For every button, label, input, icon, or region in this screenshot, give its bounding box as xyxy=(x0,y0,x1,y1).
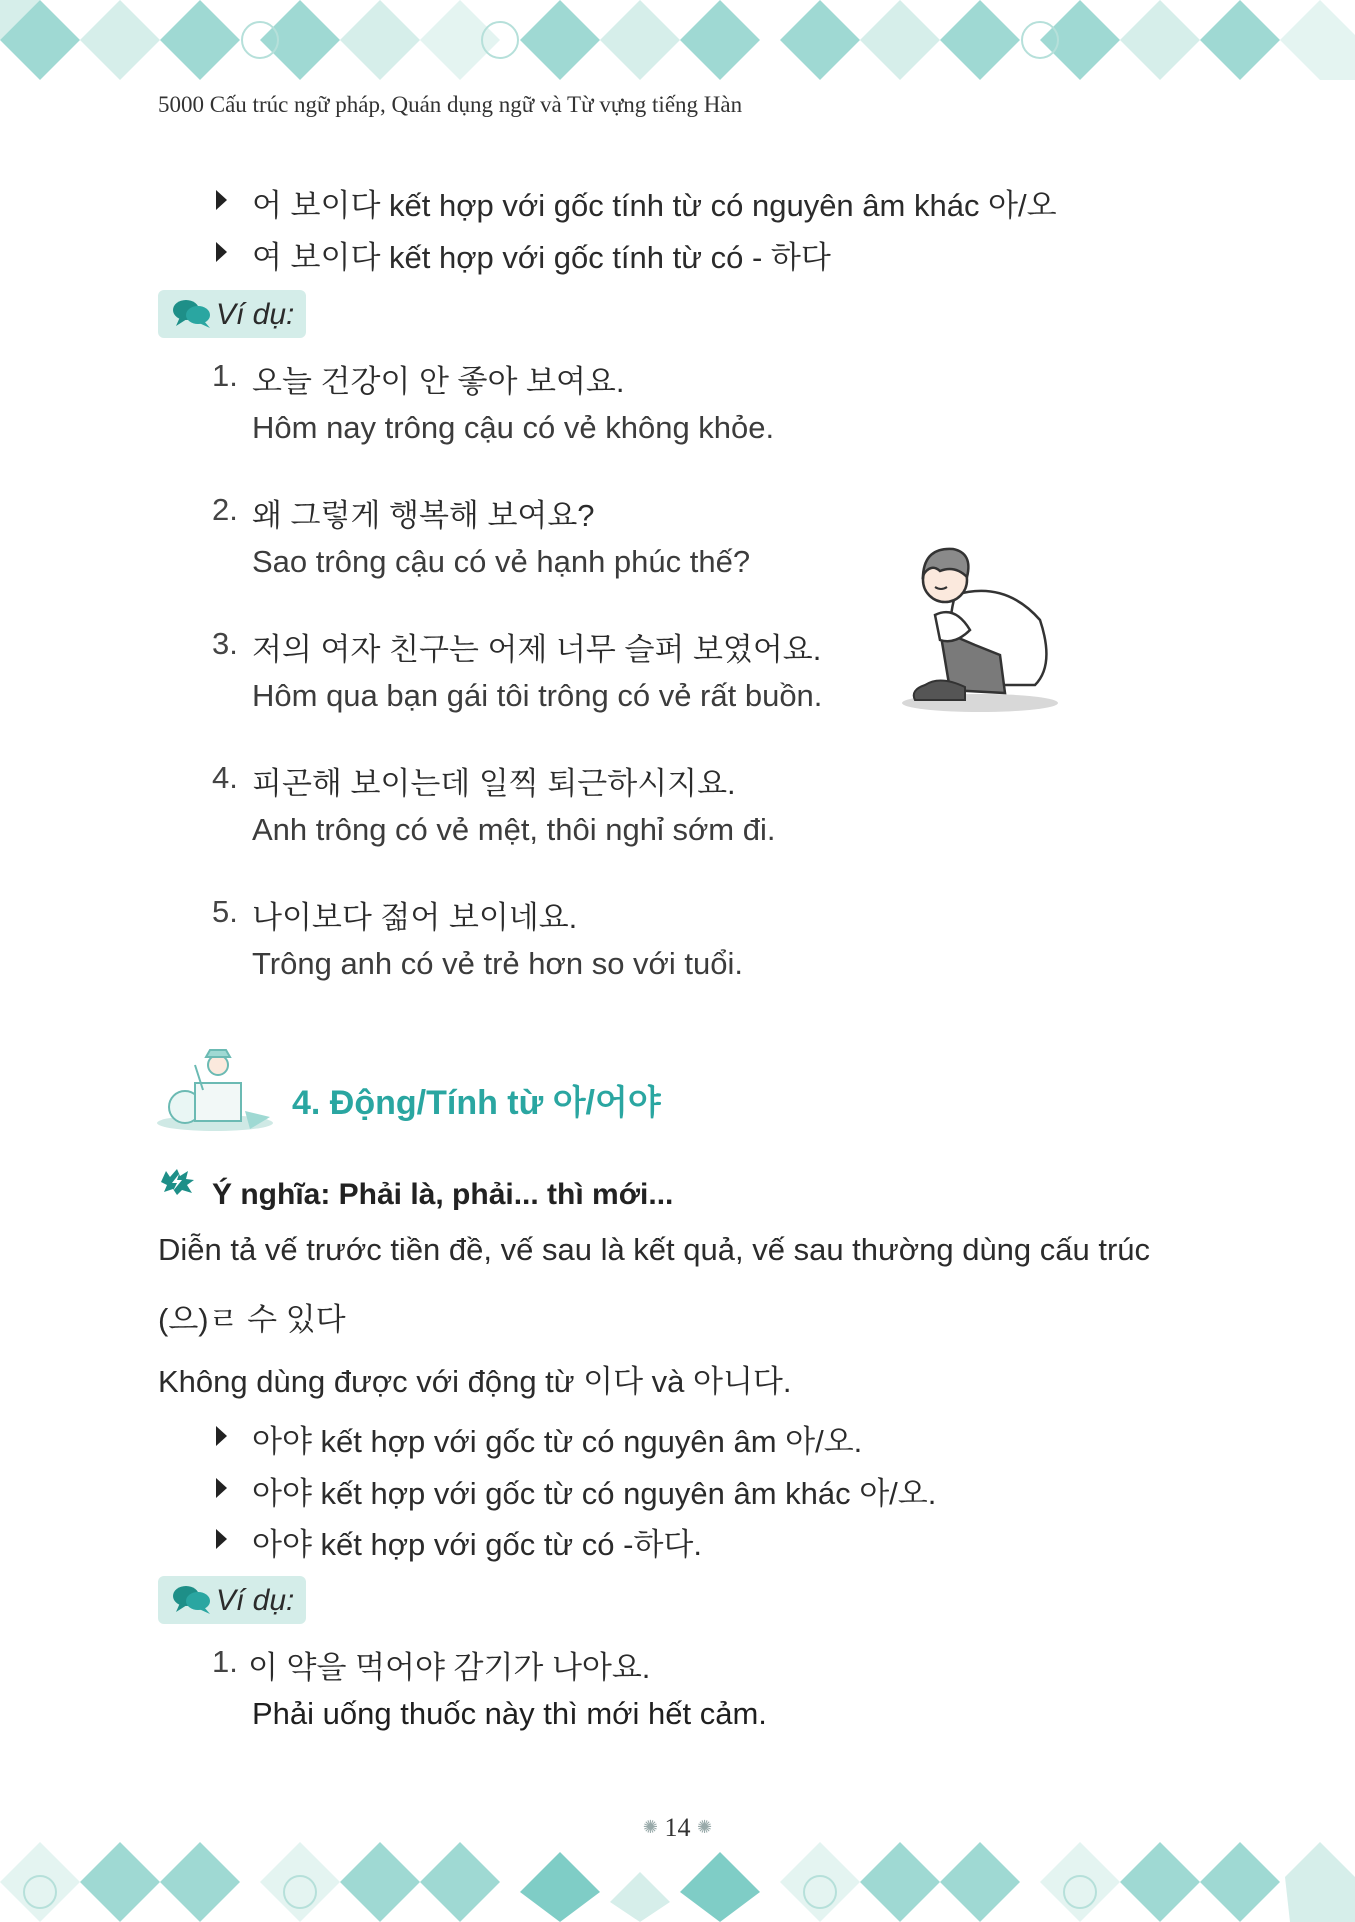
bullet-marker xyxy=(216,1529,227,1549)
bullet-item: 아야 kết hợp với gốc từ có nguyên âm 아/오. xyxy=(252,1424,863,1459)
example-vietnamese: Anh trông có vẻ mệt, thôi nghỉ sớm đi. xyxy=(252,812,776,847)
example-number: 2. xyxy=(212,492,238,527)
example-label-box xyxy=(158,1576,306,1624)
description-line: Không dùng được với động từ 이다 và 아니다. xyxy=(158,1364,792,1399)
page-number-text: 14 xyxy=(664,1813,691,1842)
bullet-marker xyxy=(216,242,227,262)
description-line: Diễn tả vế trước tiền đề, vế sau là kết quả, vế sau thường dùng cấu trúc xyxy=(158,1232,1151,1267)
painter-illustration xyxy=(155,1045,275,1135)
example-number: 1. xyxy=(212,1644,238,1679)
bullet-item: 어 보이다 kết hợp với gốc tính từ có nguyên âm khác 아/오 xyxy=(252,188,1057,223)
flower-ornament-icon: ✺ xyxy=(697,1817,713,1837)
example-vietnamese: Sao trông cậu có vẻ hạnh phúc thế? xyxy=(252,544,751,579)
example-vietnamese: Hôm nay trông cậu có vẻ không khỏe. xyxy=(252,410,775,445)
meaning-line: Ý nghĩa: Phải là, phải... thì mới... xyxy=(212,1178,674,1211)
chat-bubble-icon xyxy=(172,298,212,330)
sad-person-illustration xyxy=(895,535,1065,715)
example-label: Ví dụ: xyxy=(216,298,295,331)
bullet-item: 아야 kết hợp với gốc từ có -하다. xyxy=(252,1527,702,1562)
example-korean: 오늘 건강이 안 좋아 보여요. xyxy=(252,364,625,399)
page-number xyxy=(0,1813,1355,1843)
description-line: (으)ㄹ 수 있다 xyxy=(158,1302,346,1337)
bullet-item: 아야 kết hợp với gốc từ có nguyên âm khác 아/오. xyxy=(252,1476,937,1511)
example-korean: 왜 그렇게 행복해 보여요? xyxy=(252,498,595,533)
lightning-icon xyxy=(158,1168,196,1196)
example-number: 3. xyxy=(212,626,238,661)
example-number: 4. xyxy=(212,760,238,795)
example-korean: 이 약을 먹어야 감기가 나아요. xyxy=(248,1650,651,1685)
section-title: 4. Động/Tính từ 아/어야 xyxy=(292,1084,661,1122)
example-vietnamese: Phải uống thuốc này thì mới hết cảm. xyxy=(252,1696,767,1731)
example-korean: 저의 여자 친구는 어제 너무 슬퍼 보였어요. xyxy=(252,632,822,667)
example-korean: 나이보다 젊어 보이네요. xyxy=(252,900,578,935)
bullet-item: 여 보이다 kết hợp với gốc tính từ có - 하다 xyxy=(252,240,831,275)
example-vietnamese: Trông anh có vẻ trẻ hơn so với tuổi. xyxy=(252,946,743,981)
chat-bubble-icon xyxy=(172,1584,212,1616)
example-label: Ví dụ: xyxy=(216,1584,295,1617)
example-vietnamese: Hôm qua bạn gái tôi trông có vẻ rất buồn. xyxy=(252,678,823,713)
bullet-marker xyxy=(216,1426,227,1446)
example-korean: 피곤해 보이는데 일찍 퇴근하시지요. xyxy=(252,766,736,801)
bullet-marker xyxy=(216,1478,227,1498)
bullet-marker xyxy=(216,190,227,210)
flower-ornament-icon: ✺ xyxy=(642,1817,658,1837)
example-label-box xyxy=(158,290,306,338)
example-number: 5. xyxy=(212,894,238,929)
example-number: 1. xyxy=(212,358,238,393)
running-title: 5000 Cấu trúc ngữ pháp, Quán dụng ngữ và Từ vựng tiếng Hàn xyxy=(158,92,743,117)
